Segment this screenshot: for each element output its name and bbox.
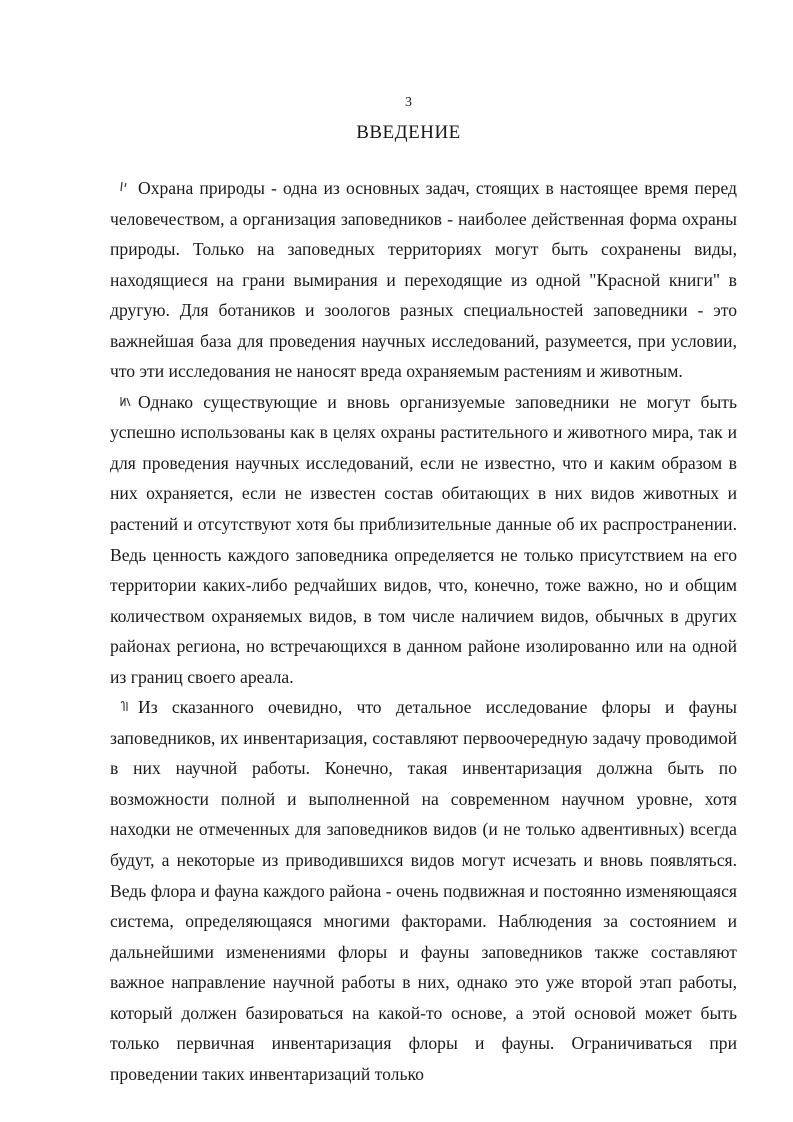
body-text [110, 173, 737, 1089]
page-title: ВВЕДЕНИЕ [356, 122, 461, 143]
paragraph-2-text: Однако существующие и вновь организуемые заповедники не могут быть успешно использованы как в целях охраны растительного и животного мира, так и для проведения научных исследований, если не известно, что и каким образом в них охраняется, если не известен состав обитающих в них видов животных и растений и отсутствуют хотя бы приблизительные данные об их распространении. Ведь ценность каждого заповедника определяется не только присутствием на его территории каких-либо редчайших видов, что, конечно, тоже важно, но и общим количеством охраняемых видов, в том числе наличием видов, обычных в других районах региона, но встречающихся в данном районе изолированно или на одной из границ своего ареала. [110, 391, 737, 687]
paragraph-3-text: Из сказанного очевидно, что детальное исследование флоры и фауны заповедников, их инвентаризация, составляют первоочередную задачу проводимой в них научной работы. Конечно, такая инвентаризация должна быть по возможности полной и выполненной на современном научном уровне, хотя находки не отмеченных для заповедников видов (и не только адвентивных) всегда будут, а некоторые из приводившихся видов могут исчезать и вновь появляться. Ведь флора и фауна каждого района - очень подвижная и постоянно изменяющаяся система, определяющаяся многими факторами. Наблюдения за состоянием и дальнейшими изменениями флоры и фауны заповедников также составляют важное направление научной работы в них, однако это уже второй этап работы, который должен базироваться на какой-то основе, а этой основой может быть только первичная инвентаризация флоры и фауны. Ограничиваться при проведении таких инвентаризаций только [110, 697, 737, 1084]
paragraph-3 [110, 692, 737, 1089]
paragraph-1 [110, 173, 737, 387]
page-number: 3 [405, 95, 412, 110]
paragraph-2 [110, 387, 737, 692]
paragraph-1-text: Охрана природы - одна из основных задач, стоящих в настоящее время перед человечеством, а организация заповедников - наиболее действенная форма охраны природы. Только на заповедных территориях могут быть сохранены виды, находящиеся на грани вымирания и переходящие из одной "Красной книги" в другую. Для ботаников и зоологов разных специальностей заповедники - это важнейшая база для проведения научных исследований, разумеется, при условии, что эти исследования не наносят вреда охраняемым растениям и животным. [110, 178, 737, 382]
